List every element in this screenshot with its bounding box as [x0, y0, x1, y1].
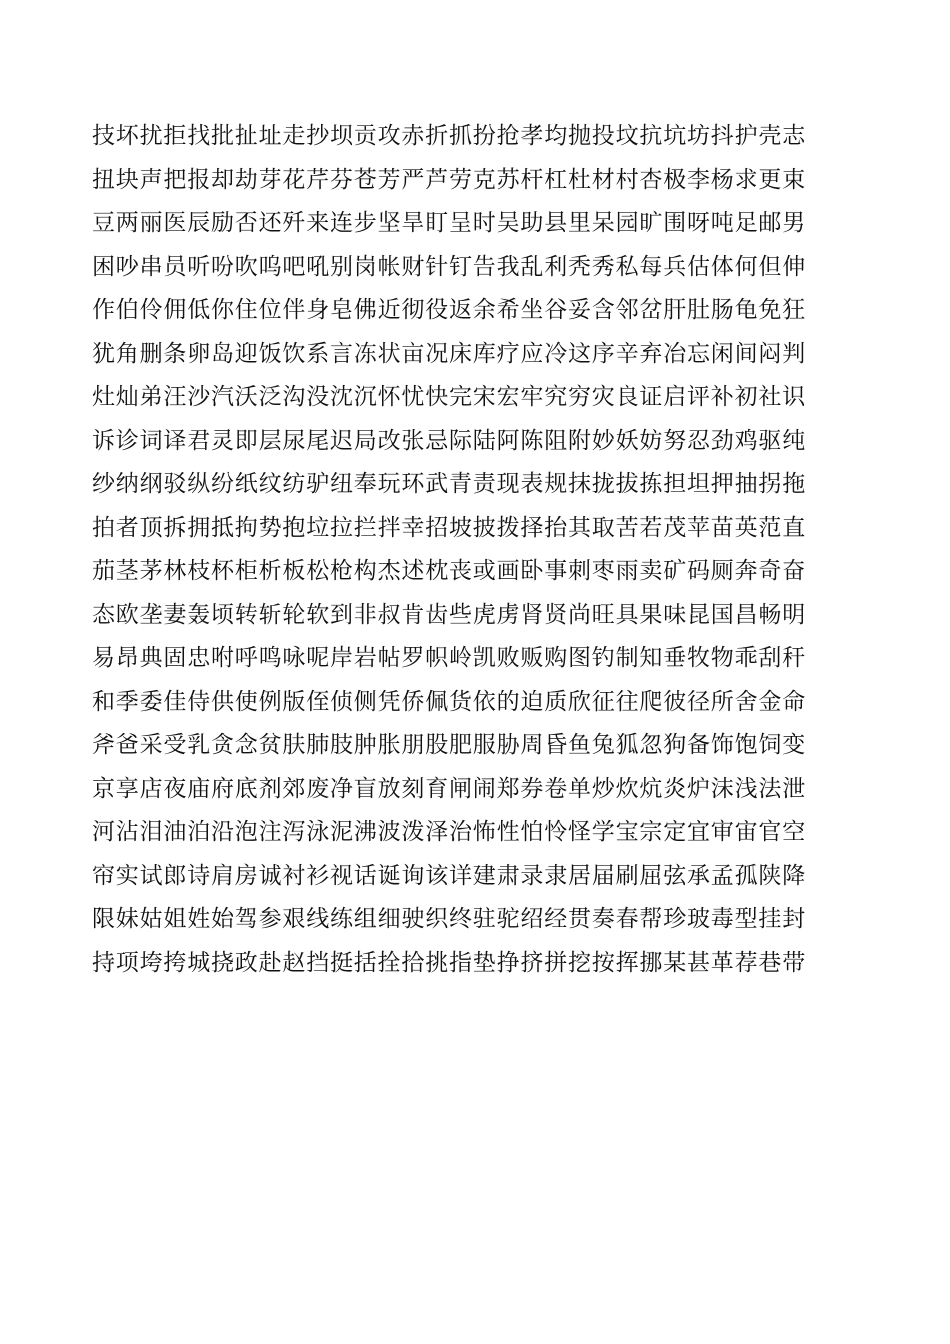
text-line: 灶灿弟汪沙汽沃泛沟没沈沉怀忧快完宋宏牢究穷灾良证启评补初社识 [92, 384, 806, 410]
text-line: 和季委佳侍供使例版侄侦侧凭侨佩货依的迫质欣征往爬彼径所舍金命 [92, 688, 806, 715]
text-line: 易昂典固忠咐呼鸣咏呢岸岩帖罗帜岭凯败贩购图钓制知垂牧物乖刮秆 [92, 645, 806, 671]
text-line: 扭块声把报却劫芽花芹芬苍芳严芦劳克苏杆杠杜材村杏极李杨求更束 [92, 166, 806, 193]
text-line: 豆两丽医辰励否还歼来连步坚旱盯呈时吴助县里呆园旷围呀吨足邮男 [92, 210, 806, 236]
text-line: 持项垮挎城挠政赴赵挡挺括拴拾挑指垫挣挤拼挖按挥挪某甚革荐巷带 [92, 949, 806, 976]
text-line: 河沾泪油泊沿泡注泻泳泥沸波泼泽治怖性怕怜怪学宝宗定宜审宙官空 [92, 819, 806, 845]
text-line: 京享店夜庙府底剂郊废净盲放刻育闸闹郑券卷单炒炊炕炎炉沫浅法泄 [92, 775, 806, 802]
text-line: 困吵串员听吩吹呜吧吼别岗帐财针钉告我乱利秃秀私每兵估体何但伸 [92, 253, 806, 280]
text-line: 斧爸采受乳贪念贫肤肺肢肿胀朋股肥服胁周昏鱼兔狐忽狗备饰饱饲变 [92, 732, 806, 758]
text-line: 诉诊词译君灵即层尿尾迟局改张忌际陆阿陈阻附妙妖妨努忍劲鸡驱纯 [92, 427, 806, 454]
character-list [92, 115, 872, 985]
text-line: 态欧垄妻轰顷转斩轮软到非叔肯齿些虎虏肾贤尚旺具果味昆国昌畅明 [92, 601, 806, 628]
text-line: 作伯伶佣低你住位伴身皂佛近彻役返余希坐谷妥含邻岔肝肚肠龟免狂 [92, 297, 806, 323]
text-line: 技坏扰拒找批扯址走抄坝贡攻赤折抓扮抢孝均抛投坟抗坑坊抖护壳志 [92, 123, 806, 149]
text-line: 帘实试郎诗肩房诚衬衫视话诞询该详建肃录隶居届刷屈弦承孟孤陕降 [92, 862, 806, 889]
text-line: 限妹姑姐姓始驾参艰线练组细驶织终驻驼绍经贯奏春帮珍玻毒型挂封 [92, 906, 806, 932]
text-line: 拍者顶拆拥抵拘势抱垃拉拦拌幸招坡披拨择抬其取苦若茂苹苗英范直 [92, 514, 806, 541]
text-line: 犹角删条卵岛迎饭饮系言冻状亩况床库疗应冷这序辛弃冶忘闲间闷判 [92, 340, 806, 367]
text-line: 纱纳纲驳纵纷纸纹纺驴纽奉玩环武青责现表规抹拢拔拣担坦押抽拐拖 [92, 471, 806, 497]
text-line: 茄茎茅林枝杯柜析板松枪构杰述枕丧或画卧事刺枣雨卖矿码厕奔奇奋 [92, 558, 806, 584]
